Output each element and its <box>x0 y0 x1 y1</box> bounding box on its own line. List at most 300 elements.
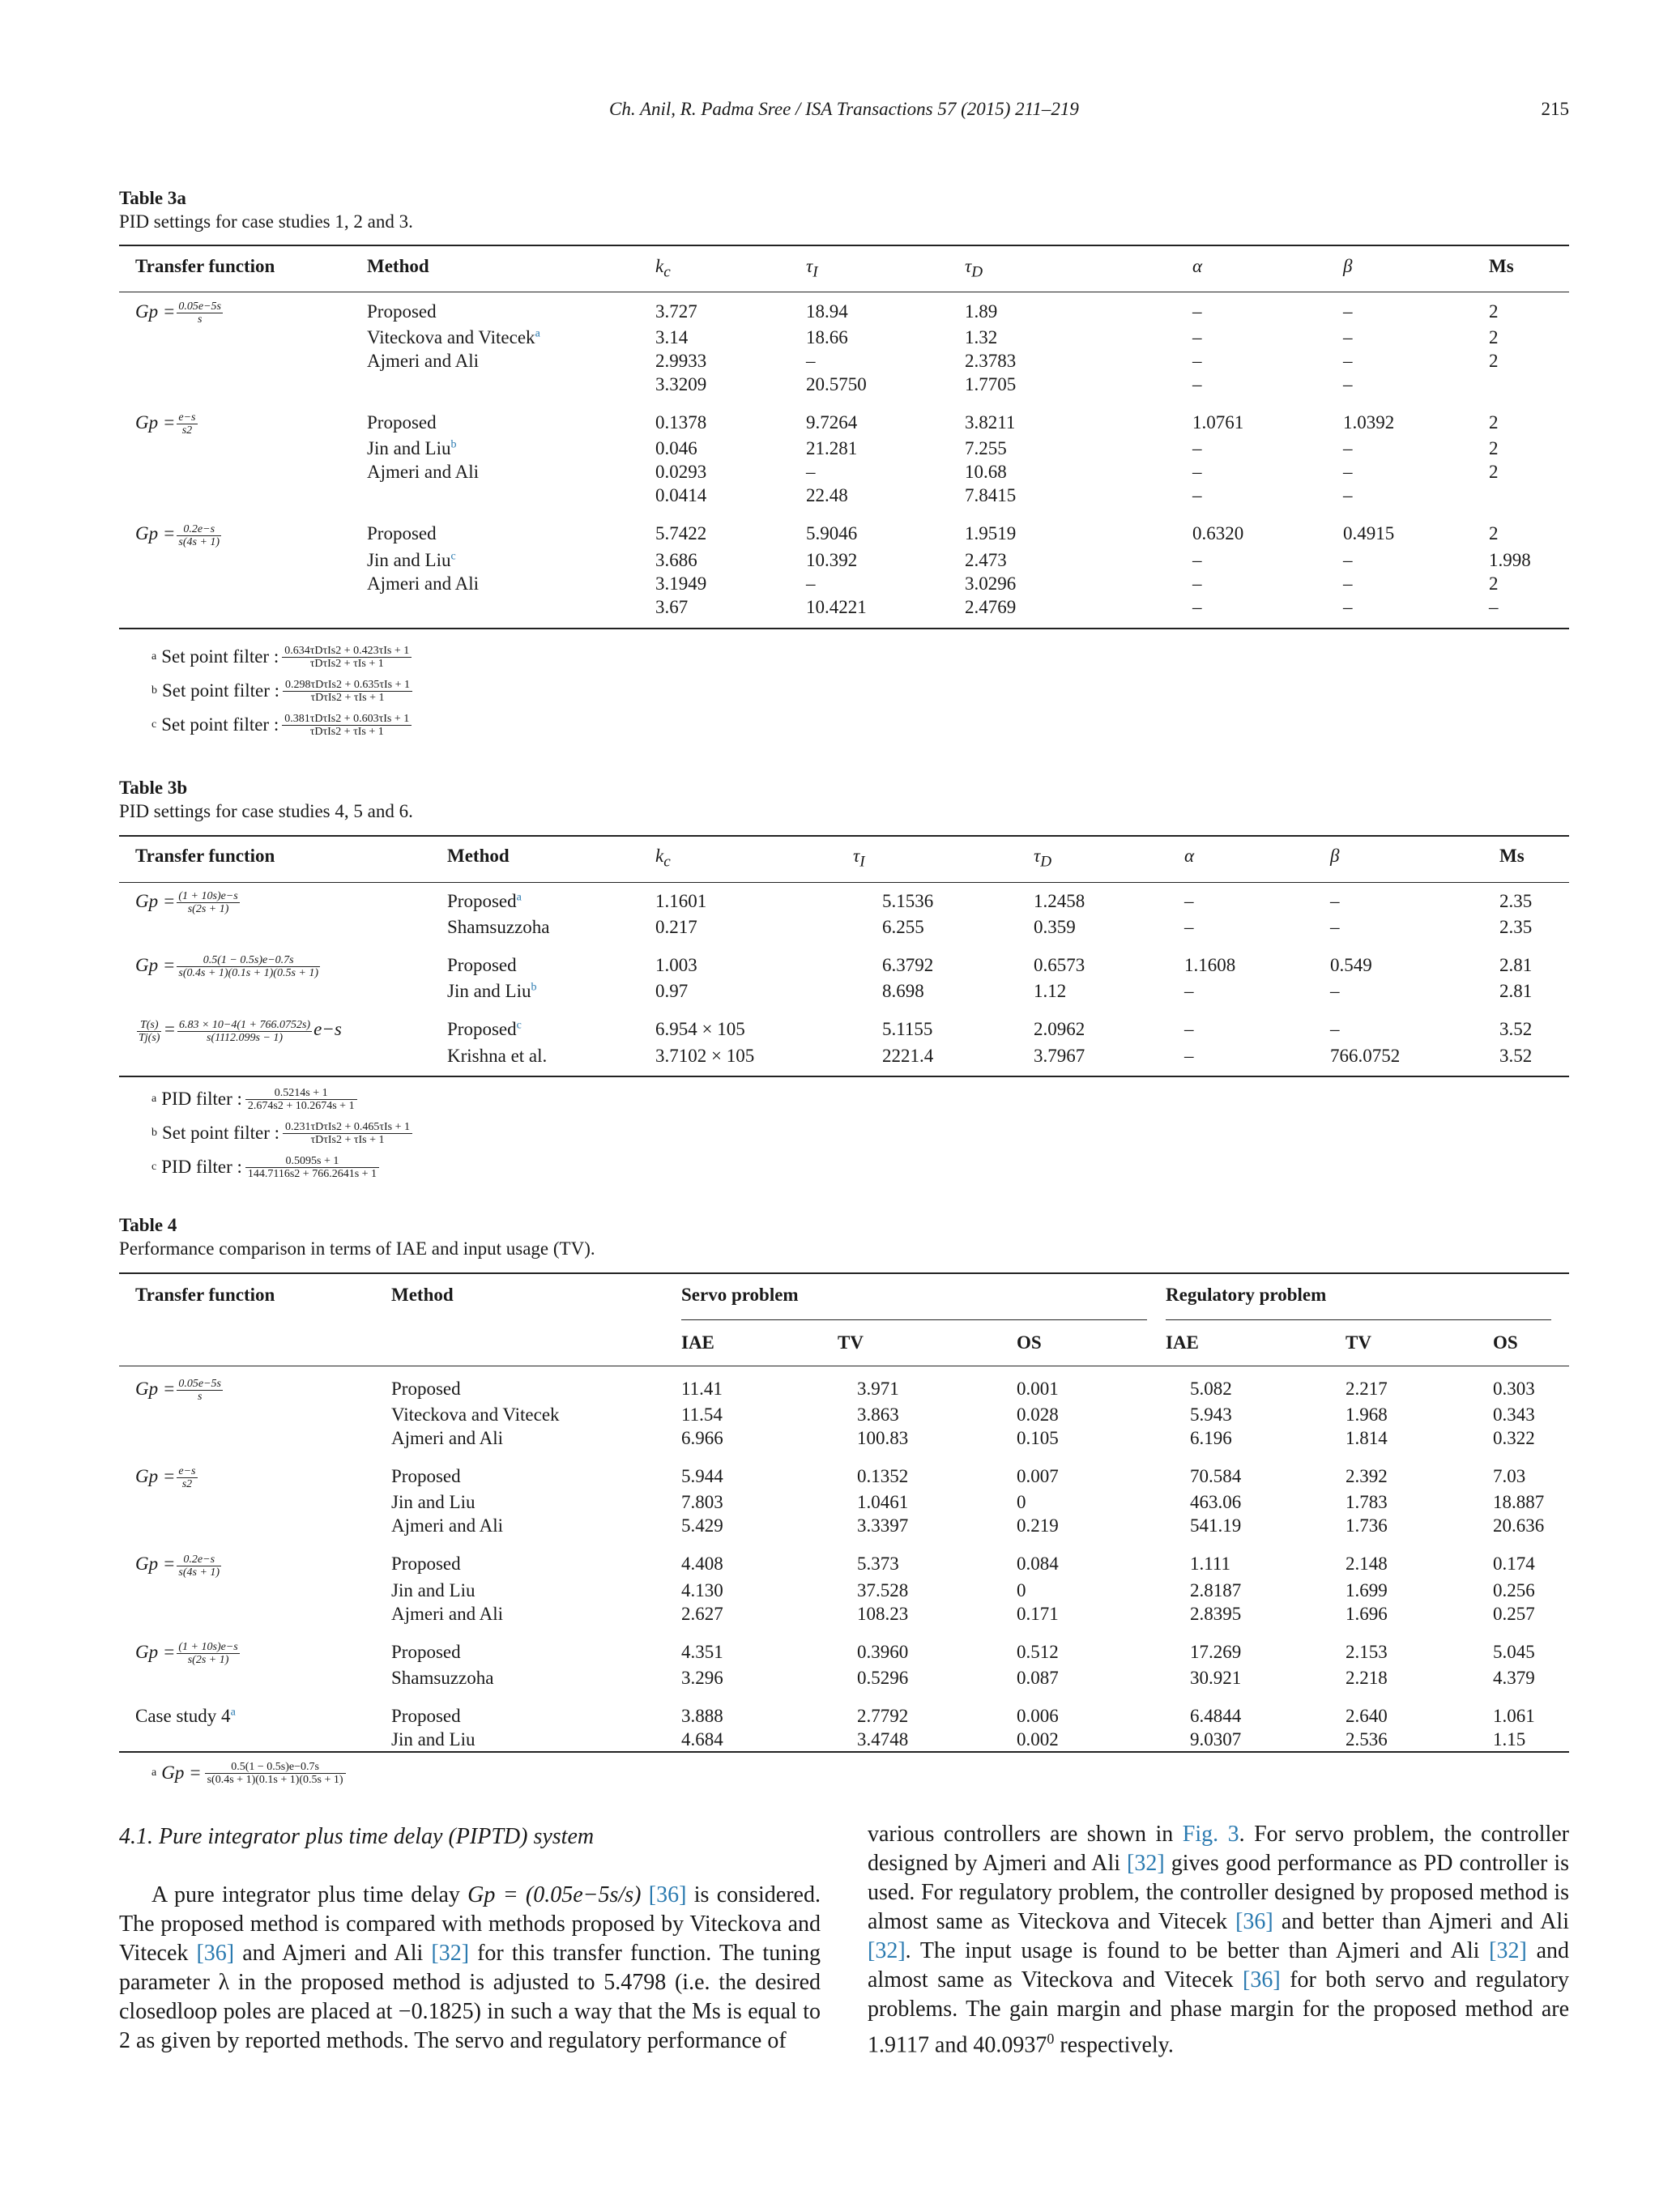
value-cell-td: 7.255 <box>965 438 1007 459</box>
t4-col-method: Method <box>391 1285 454 1305</box>
fraction <box>177 1019 312 1044</box>
value-cell: 2.627 <box>681 1603 723 1624</box>
table3b-caption-text: PID settings for case studies 4, 5 and 6. <box>119 801 413 821</box>
value-cell-beta: – <box>1343 485 1353 506</box>
table3a-notes <box>151 640 416 742</box>
value-cell: 9.0307 <box>1190 1728 1242 1750</box>
value-cell-alpha: – <box>1192 301 1202 322</box>
value-cell: 5.944 <box>681 1466 723 1487</box>
transfer-function <box>119 1626 391 1666</box>
t4-col-transfer-function: Transfer function <box>135 1285 275 1305</box>
value-cell-ms: 1.998 <box>1489 549 1531 570</box>
table-row <box>119 373 1569 396</box>
table3a-label: Table 3a <box>119 188 186 208</box>
value-cell-ti: 8.698 <box>882 981 924 1002</box>
table-row <box>119 1490 1569 1514</box>
value-cell: 1.968 <box>1346 1404 1388 1426</box>
col-ms: Ms <box>1489 256 1514 276</box>
value-cell-ms: 2 <box>1489 327 1499 348</box>
value-cell-kc: 0.0293 <box>655 462 707 483</box>
value-cell-beta: – <box>1343 301 1353 322</box>
text-run: various controllers are shown in <box>868 1822 1183 1847</box>
empty-cell <box>119 979 447 1003</box>
value-cell-ti: 2221.4 <box>882 1045 934 1066</box>
footnote: a Set point filter : $\frac{\text{0.634τDτIs2 + 0.423τIs + 1}}{\text{τDτIs2 + τIs + 1}}$ <box>151 640 416 674</box>
transfer-function <box>119 1450 391 1490</box>
empty-cell <box>119 1426 391 1450</box>
empty-cell <box>119 548 367 572</box>
value-cell: 0.001 <box>1017 1379 1059 1399</box>
method-name: Ajmeri and Ali <box>367 351 479 372</box>
value-cell: 17.269 <box>1190 1641 1242 1662</box>
method-name: Viteckova and Vitecek <box>391 1404 560 1426</box>
transfer-function <box>119 1369 391 1403</box>
method-name: Ajmeri and Ali <box>391 1515 503 1536</box>
table-row <box>119 1602 1569 1626</box>
footnote-mark: c <box>450 550 456 562</box>
col-ms: Ms <box>1499 846 1525 866</box>
value-cell-alpha: – <box>1192 374 1202 395</box>
section-heading: 4.1. Pure integrator plus time delay (PIPTD) system <box>119 1824 595 1849</box>
fraction-denominator: s2 <box>181 424 193 437</box>
value-cell-ti: 10.4221 <box>806 596 867 617</box>
col-transfer-function: Transfer function <box>135 256 275 276</box>
ref-32[interactable]: [32] <box>1127 1851 1165 1876</box>
value-cell: 0.512 <box>1017 1641 1059 1662</box>
table3b-label: Table 3b <box>119 778 188 798</box>
tf-lhs: Gp = <box>135 1379 176 1399</box>
fraction-denominator: s(2s + 1) <box>187 903 229 916</box>
left-column <box>119 1881 821 2056</box>
value-cell-ti: – <box>806 462 816 483</box>
value-cell-ms: 2.81 <box>1499 955 1533 976</box>
table-row <box>119 1579 1569 1602</box>
running-head-citation: Ch. Anil, R. Padma Sree / ISA Transactions 57 (2015) 211–219 <box>609 99 1079 119</box>
fraction <box>245 1087 357 1112</box>
t4-servo-tv: TV <box>838 1332 864 1353</box>
fraction-denominator: 144.7116s2 + 766.2641s + 1 <box>247 1167 377 1180</box>
method-name: Jin and Liu <box>447 981 531 1002</box>
table4-caption <box>119 1213 595 1260</box>
footnote-label: Set point filter : <box>161 714 279 735</box>
fraction <box>282 713 412 738</box>
value-cell-beta: – <box>1343 351 1353 372</box>
table3a-caption-text: PID settings for case studies 1, 2 and 3. <box>119 211 413 232</box>
table3b-notes <box>151 1082 416 1184</box>
value-cell-ti: 5.9046 <box>806 523 858 544</box>
value-cell-beta: – <box>1343 462 1353 483</box>
value-cell: 6.4844 <box>1190 1705 1242 1726</box>
fraction-numerator: 0.5(1 − 0.5s)e−0.7s <box>177 954 320 967</box>
transfer-function <box>119 881 447 915</box>
value-cell: 541.19 <box>1190 1515 1242 1536</box>
value-cell-beta: 0.4915 <box>1343 523 1395 544</box>
table4 <box>119 1369 1569 1751</box>
empty-cell <box>119 1666 391 1690</box>
value-cell-td: 7.8415 <box>965 485 1017 506</box>
value-cell: 11.54 <box>681 1404 723 1426</box>
fraction <box>177 1465 197 1490</box>
fraction <box>177 890 239 915</box>
method-cell <box>447 939 655 979</box>
method-cell <box>367 396 655 437</box>
table3a <box>119 256 1569 619</box>
value-cell-beta: 1.0392 <box>1343 412 1395 433</box>
ref-36[interactable]: [36] <box>648 1882 687 1907</box>
value-cell-ms: 2 <box>1489 523 1499 544</box>
equals-sign: = <box>163 1019 176 1040</box>
fraction-numerator: (1 + 10s)e−s <box>178 890 238 903</box>
value-cell: 0.5296 <box>857 1667 909 1688</box>
fraction-numerator: 0.298τDτIs2 + 0.635τIs + 1 <box>283 679 412 692</box>
footnote-label: PID filter : <box>161 1157 242 1177</box>
value-cell: 1.814 <box>1346 1428 1388 1449</box>
fraction-numerator: 0.05e−5s <box>178 1378 221 1391</box>
table-row <box>119 1403 1569 1426</box>
text-run: for both servo and regulatory problems. The gain margin and phase margin for the proposed method are 1.9117 and 40.0937 <box>868 1967 1569 2058</box>
method-name: Ajmeri and Ali <box>391 1603 503 1624</box>
method-name: Proposed <box>367 523 437 544</box>
col-kc: $k_c$ <box>655 846 671 871</box>
table4-label: Table 4 <box>119 1215 177 1235</box>
footnote-label: PID filter : <box>161 1089 242 1109</box>
value-cell: 18.887 <box>1493 1492 1545 1513</box>
value-cell: 0.171 <box>1017 1603 1059 1624</box>
fraction-denominator: s(0.4s + 1)(0.1s + 1)(0.5s + 1) <box>207 1773 343 1786</box>
value-cell-alpha: – <box>1184 917 1194 938</box>
fraction-numerator: T(s) <box>137 1019 161 1032</box>
value-cell: 0.028 <box>1017 1404 1059 1426</box>
table-row <box>119 437 1569 460</box>
method-name: Proposed <box>367 301 437 322</box>
footnote: a Gp = $\frac{0.5(1 - 0.5s)e-0.7s}{s(0.4s + 1)(0.1s + 1)(0.5s + 1)}$ <box>151 1756 349 1790</box>
value-cell-ti: 6.255 <box>882 917 924 938</box>
value-cell-beta: – <box>1330 891 1340 911</box>
tf-lhs: Gp = <box>135 301 176 322</box>
value-cell: 0.256 <box>1493 1579 1535 1600</box>
fraction <box>245 1155 379 1180</box>
table-row <box>119 1003 1569 1043</box>
empty-cell <box>119 595 367 619</box>
method-name: Shamsuzzoha <box>447 917 550 938</box>
fraction <box>177 1554 221 1579</box>
t4-reg-os: OS <box>1493 1332 1518 1353</box>
fraction-numerator: 0.2e−s <box>177 523 221 536</box>
fraction-denominator: τDτIs2 + τIs + 1 <box>309 657 384 670</box>
value-cell-beta: – <box>1343 549 1353 570</box>
ref-36[interactable]: [36] <box>1243 1967 1281 1993</box>
value-cell: 0.257 <box>1493 1603 1535 1624</box>
value-cell: 0 <box>1017 1492 1026 1513</box>
table-row <box>119 349 1569 373</box>
table-row <box>119 1537 1569 1578</box>
value-cell-alpha: – <box>1184 891 1194 911</box>
value-cell-alpha: 1.1608 <box>1184 955 1236 976</box>
ref-36[interactable]: [36] <box>1235 1909 1273 1934</box>
empty-cell <box>119 1044 447 1068</box>
table-row <box>119 326 1569 349</box>
table-row <box>119 572 1569 595</box>
method-name: Ajmeri and Ali <box>367 462 479 483</box>
value-cell: 2.536 <box>1346 1728 1388 1750</box>
fraction-numerator: 0.05e−5s <box>178 300 221 313</box>
empty-cell <box>119 484 367 507</box>
ref-32[interactable]: [32] <box>868 1938 906 1963</box>
method-name: Jin and Liu <box>367 549 451 570</box>
value-cell: 20.636 <box>1493 1515 1545 1536</box>
method-cell <box>367 326 655 349</box>
text-run: and Ajmeri and Ali <box>234 1941 432 1966</box>
t4-regulatory-problem: Regulatory problem <box>1166 1285 1327 1305</box>
value-cell: 4.684 <box>681 1728 723 1750</box>
value-cell-alpha: – <box>1192 327 1202 348</box>
t4-reg-tv: TV <box>1346 1332 1371 1353</box>
value-cell-ms: 2 <box>1489 573 1499 594</box>
fraction-numerator: 0.634τDτIs2 + 0.423τIs + 1 <box>282 645 412 658</box>
value-cell-beta: – <box>1343 596 1353 617</box>
empty-cell <box>119 1579 391 1602</box>
method-cell <box>447 915 655 939</box>
col-alpha: α <box>1192 256 1203 276</box>
value-cell-alpha: – <box>1192 438 1202 459</box>
value-cell-td: 1.9519 <box>965 523 1017 544</box>
method-cell <box>367 349 655 373</box>
method-name: Ajmeri and Ali <box>367 573 479 594</box>
value-cell-ti: 9.7264 <box>806 412 858 433</box>
value-cell-td: 0.6573 <box>1034 955 1085 976</box>
value-cell: 0.174 <box>1493 1554 1535 1575</box>
value-cell-alpha: – <box>1184 1045 1194 1066</box>
value-cell: 1.111 <box>1190 1554 1231 1575</box>
method-cell <box>447 881 655 915</box>
value-cell: 0 <box>1017 1579 1026 1600</box>
value-cell-kc: 3.686 <box>655 549 697 570</box>
ref-32[interactable]: [32] <box>431 1941 470 1966</box>
value-cell: 37.528 <box>857 1579 909 1600</box>
value-cell-ms: 2 <box>1489 301 1499 322</box>
table-row <box>119 548 1569 572</box>
value-cell: 2.640 <box>1346 1705 1388 1726</box>
value-cell-ms: 2.35 <box>1499 917 1533 938</box>
fraction-numerator: 6.83 × 10−4(1 + 766.0752s) <box>178 1018 311 1031</box>
value-cell: 0.105 <box>1017 1428 1059 1449</box>
value-cell-ms: 2.35 <box>1499 891 1533 911</box>
empty-cell <box>119 437 367 460</box>
value-cell-alpha: 1.0761 <box>1192 412 1244 433</box>
value-cell-ti: 21.281 <box>806 438 858 459</box>
value-cell-ms: 3.52 <box>1499 1019 1533 1040</box>
footnote-mark: b <box>450 438 457 451</box>
value-cell-ti: 5.1536 <box>882 891 934 911</box>
table3b-caption <box>119 776 413 823</box>
fraction <box>177 954 320 979</box>
transfer-function <box>119 1690 391 1728</box>
table-row <box>119 1369 1569 1403</box>
value-cell: 3.888 <box>681 1705 723 1726</box>
empty-cell <box>119 349 367 373</box>
value-cell-beta: 0.549 <box>1330 955 1372 976</box>
col-method: Method <box>447 846 510 866</box>
value-cell: 2.8395 <box>1190 1603 1242 1624</box>
value-cell: 7.03 <box>1493 1466 1526 1487</box>
t4-servo-os: OS <box>1017 1332 1042 1353</box>
value-cell-alpha: – <box>1192 462 1202 483</box>
value-cell-kc: 0.217 <box>655 917 697 938</box>
empty-cell <box>119 460 367 484</box>
value-cell-td: 1.89 <box>965 301 998 322</box>
value-cell-beta: – <box>1343 438 1353 459</box>
tf-lhs: Gp = <box>135 523 176 544</box>
fraction-denominator: s(0.4s + 1)(0.1s + 1)(0.5s + 1) <box>178 967 318 980</box>
empty-cell <box>119 1403 391 1426</box>
transfer-function <box>119 1537 391 1578</box>
footnote: a PID filter : $\frac{0.5214s + 1}{2.674s2 + 10.2674s + 1}$ <box>151 1082 416 1116</box>
table-row <box>119 915 1569 939</box>
method-name: Proposed <box>447 891 517 911</box>
t4-servo-iae: IAE <box>681 1332 714 1353</box>
table3a-caption <box>119 186 413 233</box>
value-cell: 463.06 <box>1190 1492 1242 1513</box>
method-name: Proposed <box>391 1466 461 1487</box>
fraction <box>282 645 412 670</box>
value-cell: 3.3397 <box>857 1515 909 1536</box>
empty-cell <box>119 1728 391 1751</box>
value-cell: 3.971 <box>857 1379 899 1399</box>
value-cell: 0.303 <box>1493 1379 1535 1399</box>
method-cell <box>367 292 655 326</box>
value-cell: 5.429 <box>681 1515 723 1536</box>
table-row <box>119 396 1569 437</box>
transfer-function <box>119 939 447 979</box>
transfer-function <box>119 507 367 548</box>
method-name: Jin and Liu <box>367 438 451 459</box>
value-cell-ti: 22.48 <box>806 485 848 506</box>
transfer-function <box>119 1003 447 1043</box>
table-row <box>119 939 1569 979</box>
table-row <box>119 507 1569 548</box>
value-cell-kc: 1.1601 <box>655 891 707 911</box>
fraction-denominator: s(2s + 1) <box>187 1653 229 1666</box>
value-cell-ti: – <box>806 351 816 372</box>
ref-36[interactable]: [36] <box>196 1941 235 1966</box>
table-row <box>119 1514 1569 1537</box>
table-row <box>119 979 1569 1003</box>
value-cell-ms: 2 <box>1489 351 1499 372</box>
text-run: . For servo problem, the controller designed by Ajmeri and Ali <box>868 1822 1570 1876</box>
value-cell: 3.4748 <box>857 1728 909 1750</box>
value-cell: 1.061 <box>1493 1705 1535 1726</box>
value-cell: 1.696 <box>1346 1603 1388 1624</box>
col-beta: β <box>1330 846 1340 866</box>
value-cell: 0.3960 <box>857 1641 909 1662</box>
value-cell-beta: – <box>1330 917 1340 938</box>
table-row <box>119 1044 1569 1068</box>
value-cell-td: 1.2458 <box>1034 891 1085 911</box>
value-cell-ms: – <box>1489 596 1499 617</box>
tf-lhs: Gp = <box>135 1554 176 1575</box>
value-cell-kc: 2.9933 <box>655 351 707 372</box>
value-cell-alpha: – <box>1184 1019 1194 1040</box>
fraction <box>177 411 197 437</box>
value-cell-td: 2.473 <box>965 549 1007 570</box>
value-cell: 0.084 <box>1017 1554 1059 1575</box>
fraction-denominator: τDτIs2 + τIs + 1 <box>310 691 385 704</box>
value-cell-ms: 3.52 <box>1499 1045 1533 1066</box>
value-cell: 100.83 <box>857 1428 909 1449</box>
value-cell-alpha: – <box>1184 981 1194 1002</box>
fraction-denominator: s2 <box>181 1478 193 1491</box>
method-name: Ajmeri and Ali <box>391 1428 503 1449</box>
value-cell: 2.148 <box>1346 1554 1388 1575</box>
method-name: Proposed <box>447 955 517 976</box>
page-number: 215 <box>1541 99 1569 119</box>
value-cell-alpha: – <box>1192 485 1202 506</box>
text-run: is considered. The proposed method is compared with methods proposed by Viteckova and Vitecek <box>119 1882 821 1966</box>
fraction <box>137 1019 161 1044</box>
ref-32[interactable]: [32] <box>1489 1938 1527 1963</box>
value-cell-td: 2.0962 <box>1034 1019 1085 1040</box>
table-row <box>119 595 1569 619</box>
col-tau-i: $\tau_I$ <box>853 846 865 871</box>
method-cell <box>447 1044 655 1068</box>
value-cell-alpha: 0.6320 <box>1192 523 1244 544</box>
text-run: for this transfer function. The tuning parameter λ in the proposed method is adjusted to 5.4798 (i.e. the desired closedloop poles are placed at −0.1825) in such a way that the Ms is equal to 2 as given by reported methods. The servo and regulatory performance of <box>119 1941 821 2053</box>
tf-lhs: Gp = <box>135 891 176 911</box>
t4-reg-iae: IAE <box>1166 1332 1199 1353</box>
value-cell-kc: 0.0414 <box>655 485 707 506</box>
text-run: . The input usage is found to be better than Ajmeri and Ali <box>905 1938 1490 1963</box>
value-cell-ms: 2 <box>1489 462 1499 483</box>
left-paragraph <box>119 1881 821 2056</box>
transfer-function <box>119 292 367 326</box>
method-cell <box>367 373 655 396</box>
fraction <box>283 679 412 704</box>
inline-equation: Gp = (0.05e−5s/s) <box>467 1882 642 1907</box>
t4-servo-problem: Servo problem <box>681 1285 799 1305</box>
fig-3-link[interactable]: Fig. 3 <box>1182 1822 1239 1847</box>
fraction-numerator: 0.5(1 − 0.5s)e−0.7s <box>205 1761 346 1774</box>
fraction-denominator: s <box>197 313 203 326</box>
fraction <box>177 523 221 548</box>
value-cell-td: 0.359 <box>1034 917 1076 938</box>
footnote-mark: c <box>516 1019 522 1032</box>
empty-cell <box>119 326 367 349</box>
text-run: and better than Ajmeri and Ali <box>1273 1909 1569 1934</box>
value-cell: 0.002 <box>1017 1728 1059 1750</box>
method-name: Proposed <box>391 1641 461 1662</box>
value-cell: 3.863 <box>857 1404 899 1426</box>
value-cell: 4.351 <box>681 1641 723 1662</box>
value-cell-beta: 766.0752 <box>1330 1045 1401 1066</box>
table-row <box>119 1450 1569 1490</box>
value-cell: 2.8187 <box>1190 1579 1242 1600</box>
value-cell: 70.584 <box>1190 1466 1242 1487</box>
fraction-numerator: 0.2e−s <box>177 1554 221 1566</box>
col-tau-d: $\tau_D$ <box>965 256 983 281</box>
col-alpha: α <box>1184 846 1195 866</box>
footnote: c Set point filter : $\frac{\text{0.381τDτIs2 + 0.603τIs + 1}}{\text{τDτIs2 + τIs + 1}}$ <box>151 708 416 742</box>
fraction-numerator: (1 + 10s)e−s <box>178 1640 238 1653</box>
table-row <box>119 1626 1569 1666</box>
value-cell: 2.7792 <box>857 1705 909 1726</box>
fraction-numerator: 0.231τDτIs2 + 0.465τIs + 1 <box>283 1121 412 1134</box>
value-cell: 3.296 <box>681 1667 723 1688</box>
text-run: gives good performance as PD controller is used. For regulatory problem, the controller designed by proposed method is almost same as Viteckova and Vitecek <box>868 1851 1569 1934</box>
footnote-label: Set point filter : <box>162 1123 280 1143</box>
value-cell-kc: 0.046 <box>655 438 697 459</box>
value-cell-td: 1.12 <box>1034 981 1067 1002</box>
method-cell <box>367 484 655 507</box>
